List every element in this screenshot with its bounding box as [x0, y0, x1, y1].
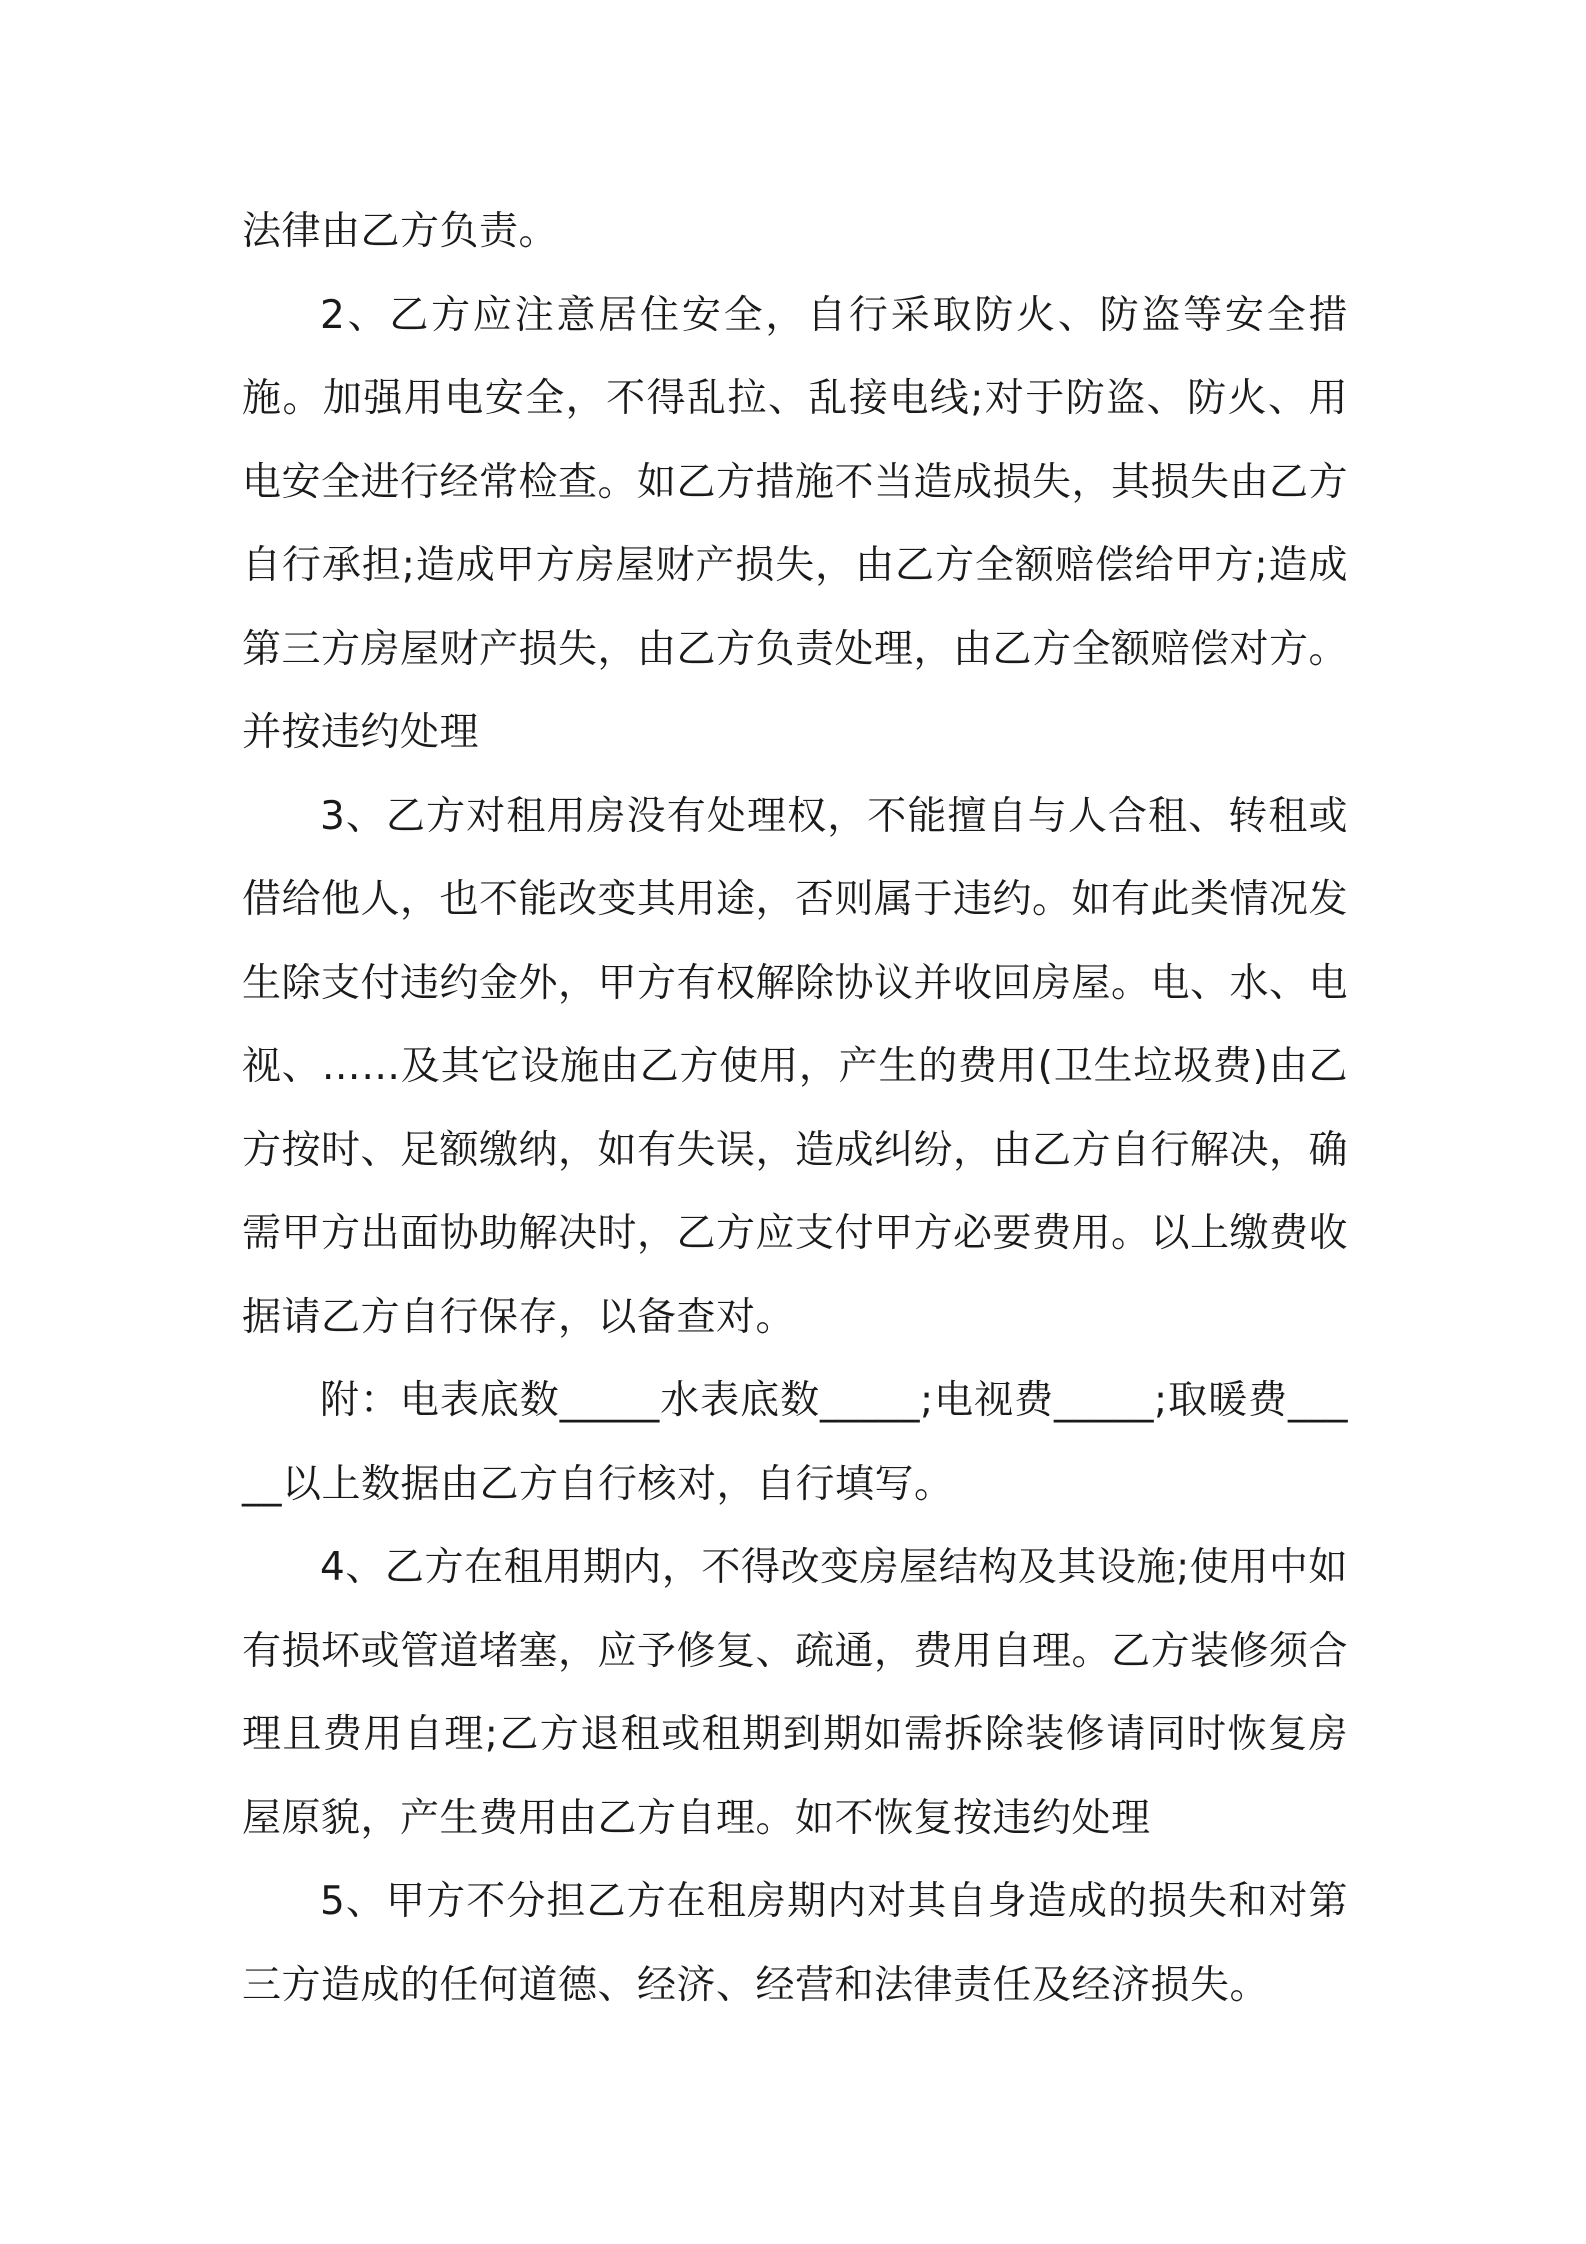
clause-2-safety: 2、乙方应注意居住安全，自行采取防火、防盗等安全措施。加强用电安全，不得乱拉、乱接电线;对于防盗、防火、用电安全进行经常检查。如乙方措施不当造成损失，其损失由乙方自行承担;造成甲方房屋财产损失，由乙方全额赔偿给甲方;造成第三方房屋财产损失，由乙方负责处理，由乙方全额赔偿对方。并按违约处理: [242, 292, 1349, 755]
paragraph-continuation: 法律由乙方负责。: [242, 209, 559, 254]
clause-3-disposal-rights: 3、乙方对租用房没有处理权，不能擅自与人合租、转租或借给他人，也不能改变其用途，否则属于违约。如有此类情况发生除支付违约金外，甲方有权解除协议并收回房屋。电、水、电视、……及其它设施由乙方使用，产生的费用(卫生垃圾费)由乙方按时、足额缴纳，如有失误，造成纠纷，由乙方自行解决，确需甲方出面协助解决时，乙方应支付甲方必要费用。以上缴费收据请乙方自行保存，以备查对。: [242, 793, 1349, 1340]
clause-5-liability: 5、甲方不分担乙方在租房期内对其自身造成的损失和对第三方造成的任何道德、经济、经营和法律责任及经济损失。: [242, 1879, 1348, 2008]
clause-4-structure: 4、乙方在租用期内，不得改变房屋结构及其设施;使用中如有损坏或管道堵塞，应予修复、疏通，费用自理。乙方装修须合理且费用自理;乙方退租或租期到期如需拆除装修请同时恢复房屋原貌，产生费用由乙方自理。如不恢复按违约处理: [242, 1545, 1349, 1841]
document-body: [242, 190, 1348, 2027]
appendix-meter-readings: 附：电表底数_____水表底数_____;电视费_____;取暖费_____以上数据由乙方自行核对，自行填写。: [242, 1378, 1348, 1507]
